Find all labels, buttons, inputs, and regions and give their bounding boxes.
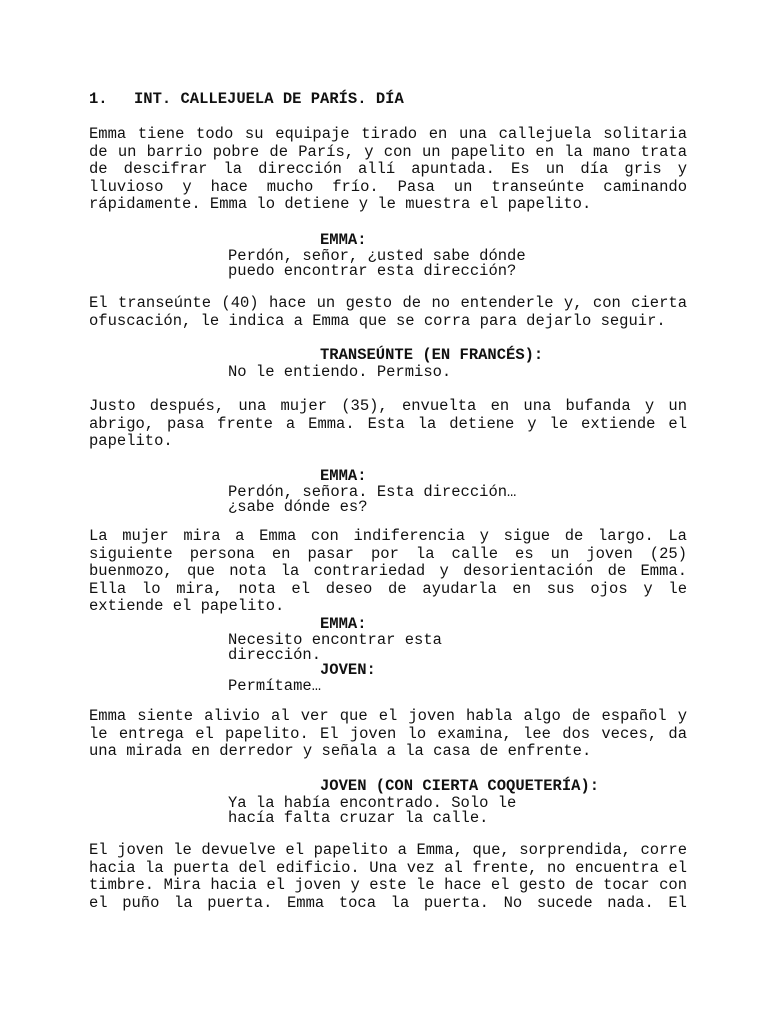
character-name: TRANSEÚNTE (EN FRANCÉS): (320, 346, 544, 364)
dialogue: Ya la había encontrado. Solo le hacía falta cruzar la calle. (228, 794, 517, 827)
scene-heading-text: INT. CALLEJUELA DE PARÍS. DÍA (134, 90, 404, 108)
scene-number: 1. (89, 90, 108, 108)
character-name: JOVEN: (320, 661, 376, 679)
character-name: JOVEN (CON CIERTA COQUETERÍA): (320, 777, 600, 795)
action-paragraph: Emma tiene todo su equipaje tirado en una callejuela solitaria de un barrio pobre de París, y con un papelito en la mano trata de descifrar la dirección allí apuntada. Es un día gris y lluvioso y hace mucho frío. Pasa un transeúnte caminando rápidamente. Emma lo detiene y le muestra el papelito. (89, 125, 687, 213)
dialogue: Permítame… (228, 677, 322, 695)
action-paragraph: Emma siente alivio al ver que el joven habla algo de español y le entrega el papelito. El joven lo examina, lee dos veces, da una mirada en derredor y señala a la casa de enfrente. (89, 707, 687, 760)
dialogue: No le entiendo. Permiso. (228, 363, 452, 381)
character-name: EMMA: (320, 615, 367, 633)
action-paragraph: La mujer mira a Emma con indiferencia y sigue de largo. La siguiente persona en pasar por la calle es un joven (25) buenmozo, que nota la contrariedad y desorientación de Emma. Ella lo mira, nota el deseo de ayudarla en sus ojos y le extiende el papelito. (89, 527, 687, 615)
scene-heading (89, 91, 404, 109)
action-paragraph: Justo después, una mujer (35), envuelta en una bufanda y un abrigo, pasa frente a Emma. Esta la detiene y le extiende el papelito. (89, 397, 687, 450)
dialogue: Perdón, señor, ¿usted sabe dónde puedo encontrar esta dirección? (228, 247, 526, 280)
action-paragraph: El joven le devuelve el papelito a Emma, que, sorprendida, corre hacia la puerta del edificio. Una vez al frente, no encuentra el timbre. Mira hacia el joven y este le hace el gesto de tocar con el puño la puerta. Emma toca la puerta. No sucede nada. El (89, 841, 687, 912)
dialogue: Perdón, señora. Esta dirección… ¿sabe dónde es? (228, 483, 517, 516)
action-paragraph: El transeúnte (40) hace un gesto de no entenderle y, con cierta ofuscación, le indica a Emma que se corra para dejarlo seguir. (89, 294, 687, 330)
character-name: EMMA: (320, 231, 367, 249)
character-name: EMMA: (320, 467, 367, 485)
dialogue: Necesito encontrar esta dirección. (228, 631, 442, 664)
